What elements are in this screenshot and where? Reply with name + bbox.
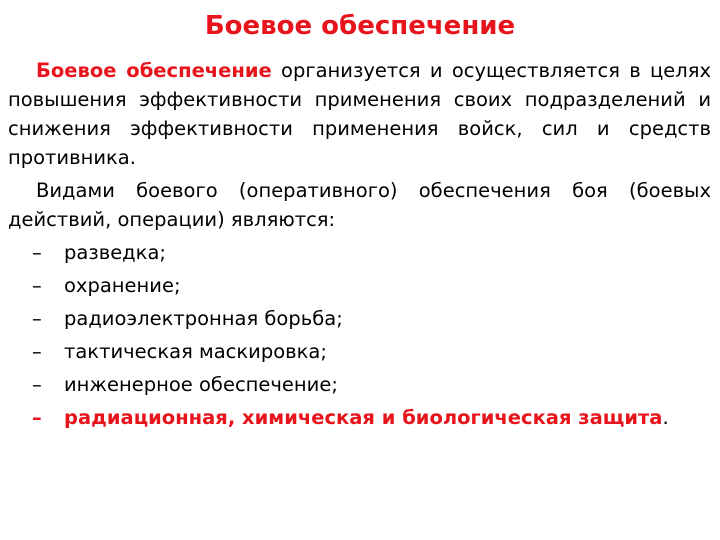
support-types-list [8,238,711,432]
highlighted-item-end: . [662,406,669,429]
dash-marker: – [32,373,42,396]
dash-marker: – [32,406,42,429]
dash-marker: – [32,340,42,363]
list-item [8,304,711,333]
slide-title: Боевое обеспечение [204,11,516,41]
slide-content [8,56,711,432]
list-item-highlighted [8,403,711,432]
list-item-text: инженерное обеспечение; [64,373,338,396]
types-intro-paragraph: Видами боевого (оперативного) обеспечения боя (боевых действий, операции) являются: [8,179,711,231]
definition-text: организуется и осуществляется в целях повышения эффективности применения своих подразделений и снижения эффективности применения войск, сил и средств противника. [8,59,711,169]
definition-paragraph [8,56,711,172]
list-item-text: тактическая маскировка; [64,340,327,363]
list-item [8,370,711,399]
definition-term: Боевое обеспечение [36,59,272,82]
highlighted-item-text: радиационная, химическая и биологическая защита [64,406,663,429]
list-item [8,337,711,366]
list-item [8,238,711,267]
list-item-text: радиоэлектронная борьба; [64,307,343,330]
list-item [8,271,711,300]
dash-marker: – [32,274,42,297]
dash-marker: – [32,307,42,330]
list-item-text: охранение; [64,274,181,297]
list-item-text: разведка; [64,241,166,264]
dash-marker: – [32,241,42,264]
